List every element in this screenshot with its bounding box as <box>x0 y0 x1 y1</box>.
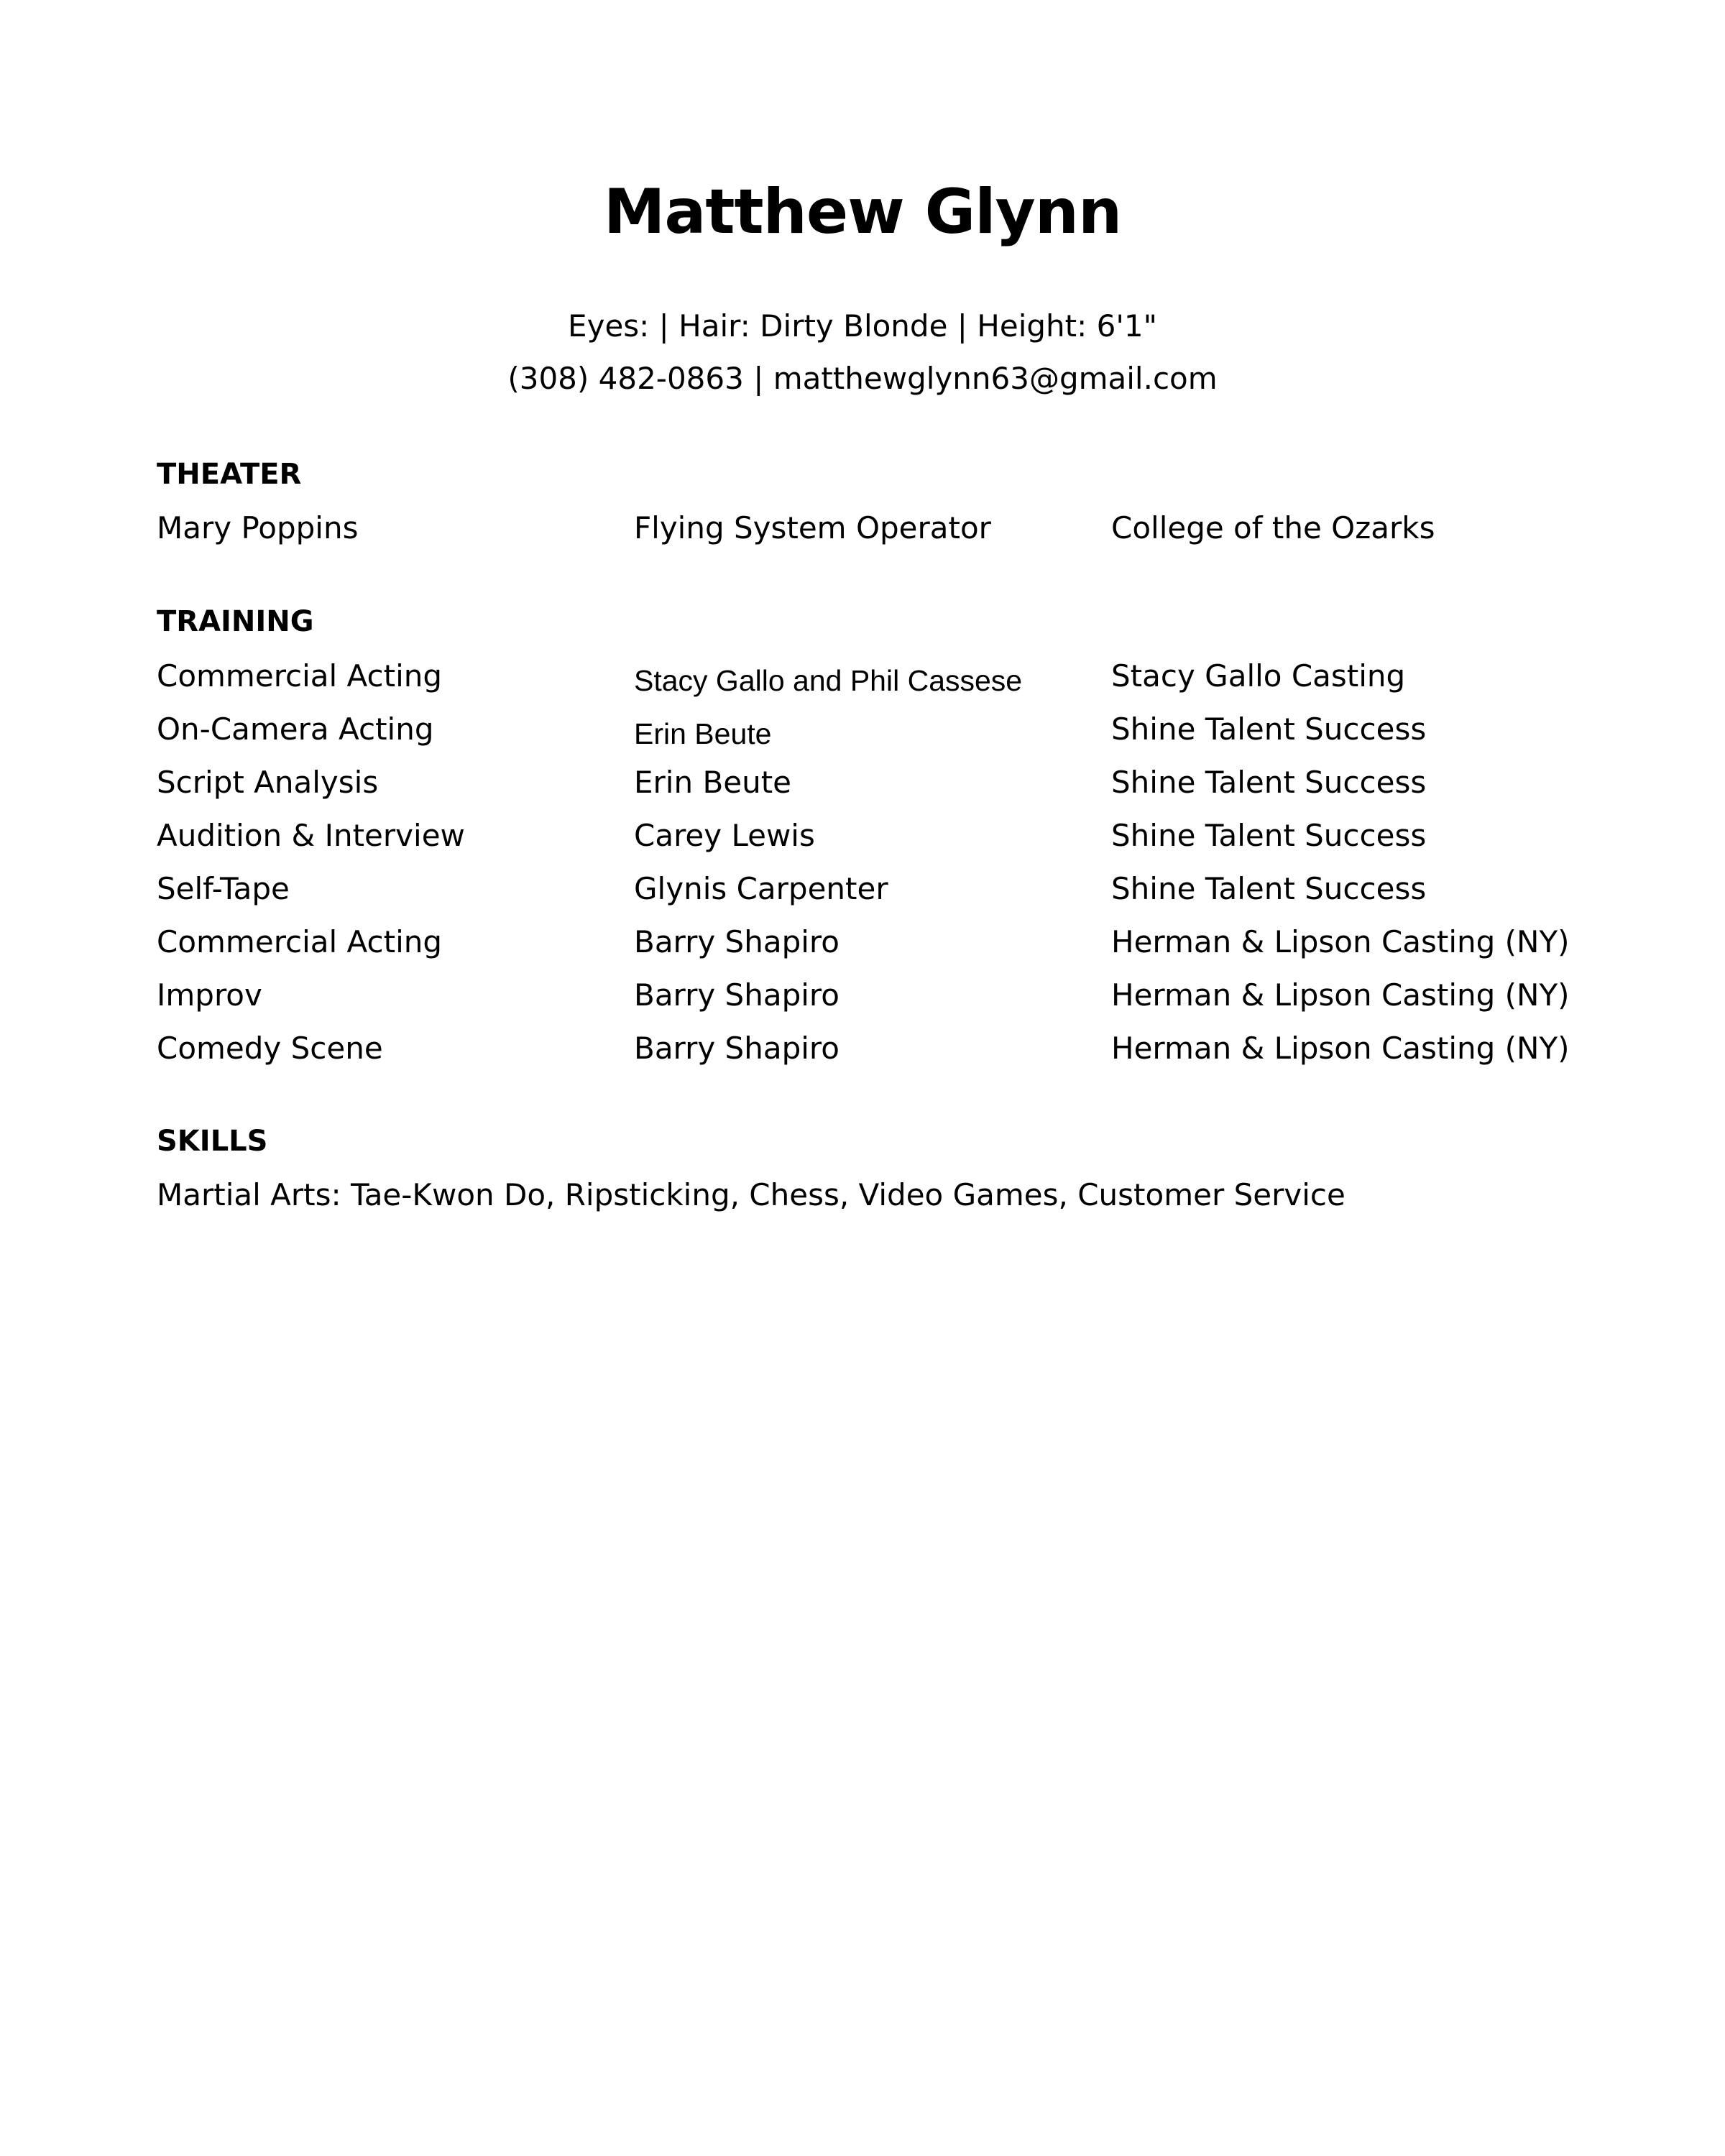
training-heading: TRAINING <box>157 605 314 638</box>
training-instructor: Erin Beute <box>634 717 772 750</box>
training-instructor: Erin Beute <box>634 765 792 800</box>
training-course: Audition & Interview <box>157 818 465 853</box>
theater-role: Flying System Operator <box>634 510 991 545</box>
training-course: Improv <box>157 977 262 1013</box>
training-course: Self-Tape <box>157 871 290 906</box>
theater-venue: College of the Ozarks <box>1111 510 1435 545</box>
theater-heading: THEATER <box>157 458 302 491</box>
training-instructor: Glynis Carpenter <box>634 871 888 906</box>
training-course: On-Camera Acting <box>157 711 434 747</box>
skills-heading: SKILLS <box>157 1125 268 1158</box>
training-row <box>157 920 1594 964</box>
actor-name: Matthew Glynn <box>603 176 1122 248</box>
training-school: Stacy Gallo Casting <box>1111 658 1406 694</box>
training-course: Script Analysis <box>157 765 379 800</box>
contact-info: (308) 482-0863 | matthewglynn63@gmail.com <box>507 361 1218 396</box>
training-school: Herman & Lipson Casting (NY) <box>1111 924 1570 959</box>
theater-production: Mary Poppins <box>157 510 359 545</box>
training-instructor: Barry Shapiro <box>634 977 840 1013</box>
skills-list: Martial Arts: Tae-Kwon Do, Ripsticking, Chess, Video Games, Customer Service <box>157 1177 1346 1212</box>
training-school: Shine Talent Success <box>1111 871 1427 906</box>
training-instructor: Barry Shapiro <box>634 1031 840 1066</box>
training-school: Herman & Lipson Casting (NY) <box>1111 977 1570 1013</box>
training-row <box>157 760 1594 805</box>
training-instructor: Carey Lewis <box>634 818 815 853</box>
training-school: Shine Talent Success <box>1111 765 1427 800</box>
training-row <box>157 654 1594 699</box>
training-course: Commercial Acting <box>157 924 443 959</box>
training-course: Commercial Acting <box>157 658 443 694</box>
physical-attributes: Eyes: | Hair: Dirty Blonde | Height: 6'1" <box>568 308 1157 344</box>
training-row <box>157 1026 1594 1071</box>
training-row <box>157 707 1594 752</box>
training-row <box>157 973 1594 1018</box>
training-school: Herman & Lipson Casting (NY) <box>1111 1031 1570 1066</box>
training-course: Comedy Scene <box>157 1031 383 1066</box>
training-row <box>157 867 1594 911</box>
training-school: Shine Talent Success <box>1111 818 1427 853</box>
training-row <box>157 814 1594 858</box>
theater-row <box>157 506 1594 550</box>
training-instructor: Stacy Gallo and Phil Cassese <box>634 664 1023 697</box>
training-instructor: Barry Shapiro <box>634 924 840 959</box>
training-school: Shine Talent Success <box>1111 711 1427 747</box>
